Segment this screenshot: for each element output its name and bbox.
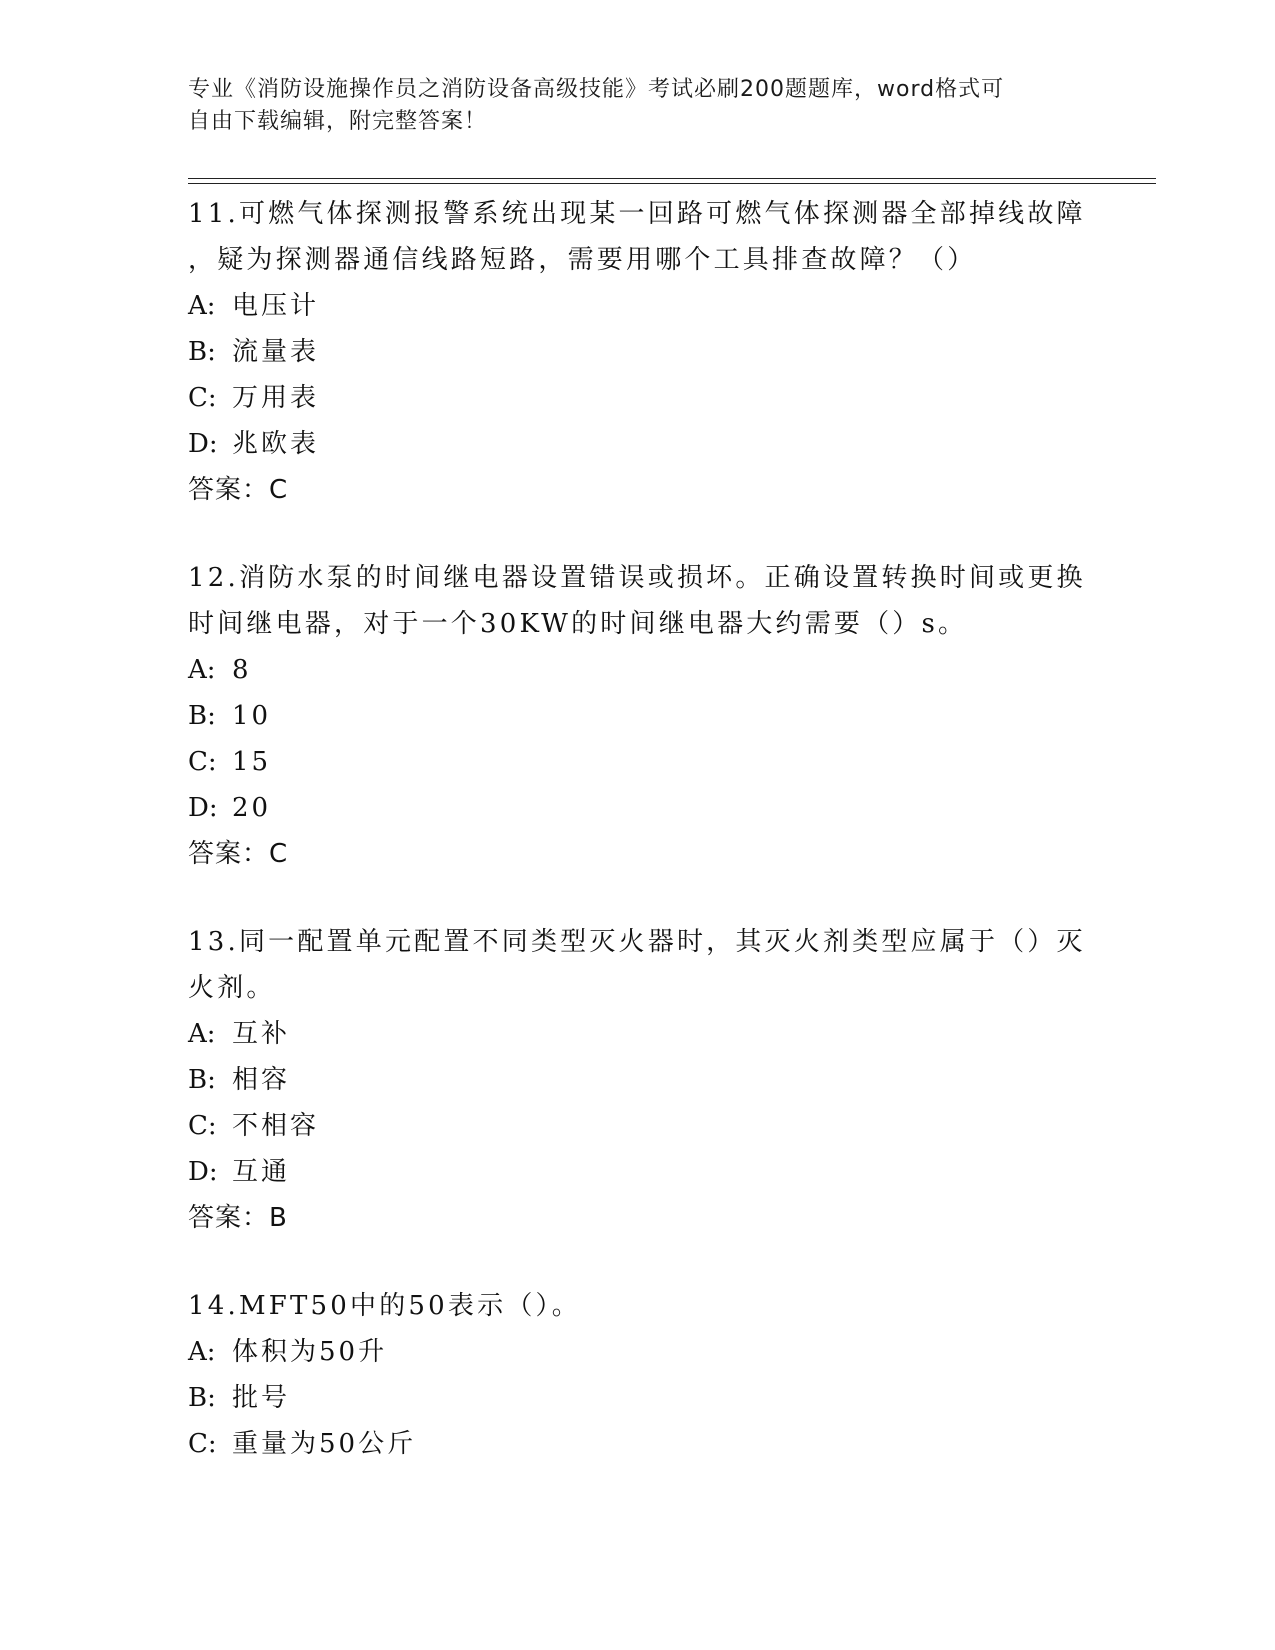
answer-line: 答案：C bbox=[188, 839, 289, 869]
option-d bbox=[188, 421, 1088, 467]
question-text: 火剂。 bbox=[188, 973, 276, 1003]
option-b bbox=[188, 1057, 1088, 1103]
option-text: 20 bbox=[232, 793, 272, 823]
option-label: A: bbox=[188, 1337, 216, 1367]
option-label: B: bbox=[188, 1383, 216, 1413]
option-text: 流量表 bbox=[232, 337, 320, 367]
option-text: 电压计 bbox=[232, 291, 320, 321]
option-label: A: bbox=[188, 291, 216, 321]
question-11 bbox=[188, 191, 1088, 513]
option-label: B: bbox=[188, 701, 216, 731]
option-text: 互补 bbox=[232, 1019, 291, 1049]
answer-line: 答案：C bbox=[188, 475, 289, 505]
option-text: 万用表 bbox=[232, 383, 320, 413]
option-label: C: bbox=[188, 747, 217, 777]
option-label: C: bbox=[188, 1111, 217, 1141]
option-c bbox=[188, 1103, 1088, 1149]
header-line-2: 自由下载编辑，附完整答案！ bbox=[188, 109, 488, 134]
option-text: 8 bbox=[232, 655, 252, 685]
question-text: 时间继电器，对于一个30KW的时间继电器大约需要（）s。 bbox=[188, 609, 968, 639]
option-a bbox=[188, 1329, 1088, 1375]
option-text: 批号 bbox=[232, 1383, 291, 1413]
option-text: 兆欧表 bbox=[232, 429, 320, 459]
option-text: 互通 bbox=[232, 1157, 291, 1187]
question-14 bbox=[188, 1283, 1088, 1467]
header-divider-bottom bbox=[188, 183, 1156, 184]
option-label: D: bbox=[188, 429, 218, 459]
header-divider-top bbox=[188, 178, 1156, 179]
header-line-1: 专业《消防设施操作员之消防设备高级技能》考试必刷200题题库，word格式可 bbox=[188, 77, 1005, 102]
option-c bbox=[188, 375, 1088, 421]
option-b bbox=[188, 1375, 1088, 1421]
option-c bbox=[188, 739, 1088, 785]
option-label: A: bbox=[188, 655, 216, 685]
document-header bbox=[188, 74, 1088, 138]
question-text: 14.MFT50中的50表示（）。 bbox=[188, 1291, 581, 1321]
option-label: D: bbox=[188, 793, 218, 823]
option-label: C: bbox=[188, 1429, 217, 1459]
question-text: ，疑为探测器通信线路短路，需要用哪个工具排查故障？（） bbox=[188, 245, 977, 275]
answer-line: 答案：B bbox=[188, 1203, 288, 1233]
option-label: B: bbox=[188, 1065, 216, 1095]
option-label: A: bbox=[188, 1019, 216, 1049]
question-text: 11.可燃气体探测报警系统出现某一回路可燃气体探测器全部掉线故障 bbox=[188, 199, 1086, 229]
option-d bbox=[188, 785, 1088, 831]
option-b bbox=[188, 693, 1088, 739]
question-list bbox=[188, 191, 1088, 1509]
question-12 bbox=[188, 555, 1088, 877]
option-d bbox=[188, 1149, 1088, 1195]
option-a bbox=[188, 1011, 1088, 1057]
option-label: D: bbox=[188, 1157, 218, 1187]
question-text: 12.消防水泵的时间继电器设置错误或损坏。正确设置转换时间或更换 bbox=[188, 563, 1086, 593]
option-a bbox=[188, 283, 1088, 329]
option-text: 15 bbox=[232, 747, 272, 777]
question-13 bbox=[188, 919, 1088, 1241]
option-text: 不相容 bbox=[232, 1111, 320, 1141]
option-text: 重量为50公斤 bbox=[232, 1429, 417, 1459]
option-label: C: bbox=[188, 383, 217, 413]
option-label: B: bbox=[188, 337, 216, 367]
option-text: 10 bbox=[232, 701, 272, 731]
option-a bbox=[188, 647, 1088, 693]
option-text: 相容 bbox=[232, 1065, 291, 1095]
option-b bbox=[188, 329, 1088, 375]
option-text: 体积为50升 bbox=[232, 1337, 388, 1367]
option-c bbox=[188, 1421, 1088, 1467]
question-text: 13.同一配置单元配置不同类型灭火器时，其灭火剂类型应属于（）灭 bbox=[188, 927, 1086, 957]
